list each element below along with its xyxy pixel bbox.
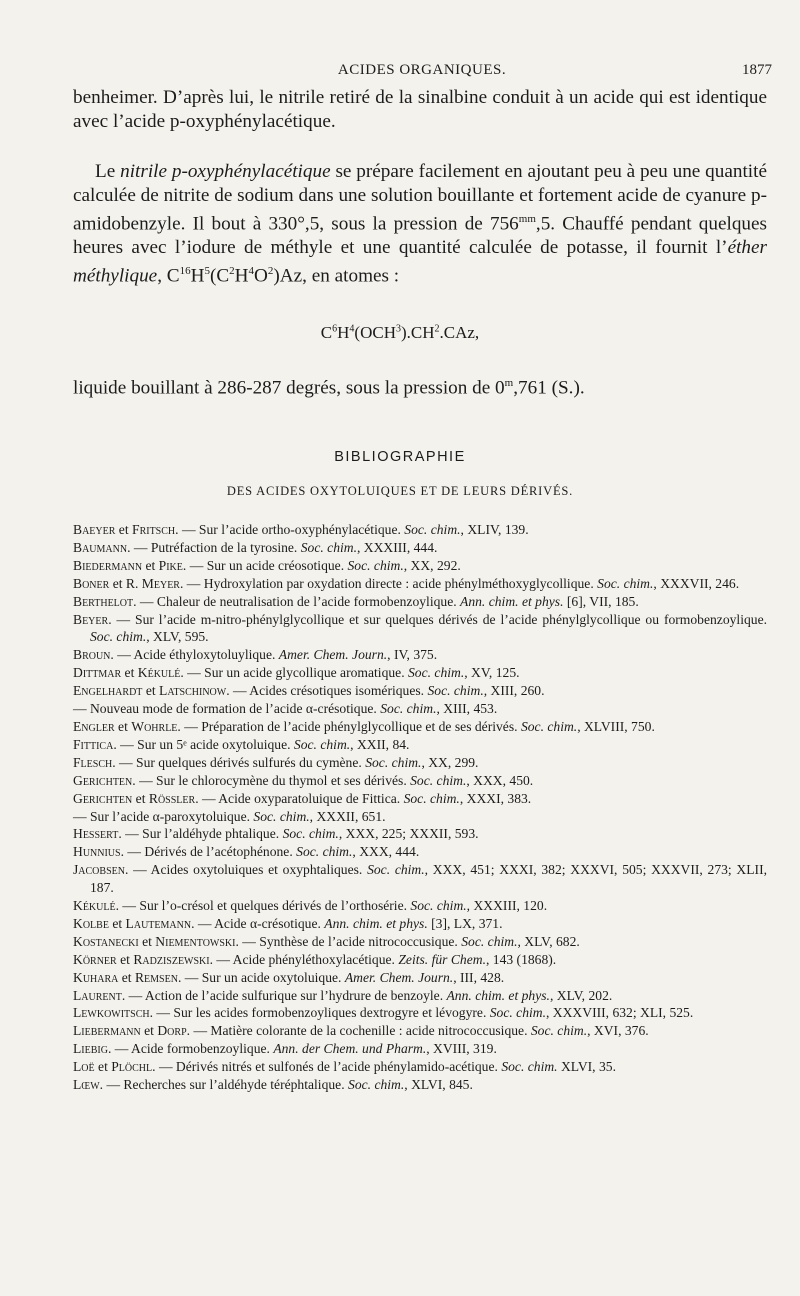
reference-volume: , XIII, 453. xyxy=(436,701,498,717)
reference-title: . — Sur quelques dérivés sulfurés du cymène. xyxy=(112,754,366,770)
reference-title: . — Sur un acide créosotique. xyxy=(182,557,348,573)
reference-journal: Soc. chim. xyxy=(380,701,437,717)
reference-title: — Sur l’acide α-paroxytoluique. xyxy=(73,808,254,824)
reference-author: Baumann xyxy=(73,539,128,555)
reference-journal: Amer. Chem. Journ. xyxy=(344,969,454,985)
reference-author: Hunnius xyxy=(73,844,121,860)
reference-entry xyxy=(73,933,767,951)
reference-journal: Soc. chim. xyxy=(282,826,339,842)
reference-volume: , XVI, 376. xyxy=(587,1023,649,1039)
reference-title: . — Sur l’acide m-nitro-phénylglycollique et sur quelques dérivés de l’acide phénylglycollique ou formobenzoylique. xyxy=(108,611,767,627)
reference-title: . — Dérivés nitrés et sulfonés de l’acide phénylamido-acétique. xyxy=(152,1059,502,1075)
reference-title: . — Acides oxytoluiques et oxyphtaliques. xyxy=(124,862,368,878)
reference-title: . — Recherches sur l’aldéhyde téréphtalique. xyxy=(99,1077,349,1093)
reference-connector: et xyxy=(115,522,133,537)
paragraph-liquid: liquide bouillant à 286-287 degrés, sous la pression de 0$^m$,761 (S.). xyxy=(73,377,585,399)
reference-author: Jacobsen xyxy=(73,862,125,878)
reference-journal: Soc. chim. xyxy=(347,557,404,573)
reference-journal: Soc. chim. xyxy=(403,790,460,806)
reference-volume: , XXX, 451; XXXI, 382; XXXVI, 505; XXXVII, 273; XLII, 187. xyxy=(90,862,768,896)
reference-journal: Soc. chim. xyxy=(348,1077,405,1093)
reference-volume: , XXX, 450. xyxy=(466,772,534,788)
bibliography-subtitle: DES ACIDES OXYTOLUIQUES ET DE LEURS DÉRIVÉS. xyxy=(226,484,574,498)
reference-connector: et xyxy=(116,951,134,967)
header-title: ACIDES ORGANIQUES. xyxy=(337,62,507,78)
reference-journal: Soc. chim. xyxy=(520,718,578,734)
reference-author: Gerichten xyxy=(73,790,133,806)
paragraph-nitrile: Le nitrile p-oxyphénylacétique se prépare facilement en ajoutant peu à peu une quantité calculée de nitrite de sodium dans une solution bouillante et fortement acide de cyanure p-amidobenzyle. Il bout à 330°,5, sous la pression de $756^{mm},5$. Chauffé pendant quelques heures avec l’iodure de méthyle et une quantité calculée de potasse, il fournit l’éther méthylique, $C^{16}H^5(C^2H^4O^2)Az$, en atomes : xyxy=(73,161,767,286)
reference-title: . — Sur les acides formobenzoyliques dextrogyre et lévogyre. xyxy=(149,1005,490,1021)
page-number: 1877 xyxy=(742,62,772,78)
reference-entry xyxy=(73,682,767,700)
reference-volume: XLVI, 35. xyxy=(557,1059,616,1075)
paragraph-continuation: benheimer. D’après lui, le nitrile retiré de la sinalbine conduit à un acide qui est identique avec l’acide p-oxyphénylacétique. xyxy=(73,87,767,132)
reference-title: . — Hydroxylation par oxydation directe : acide phénylméthoxyglycollique. xyxy=(179,575,598,591)
reference-volume: [3], LX, 371. xyxy=(427,915,503,931)
reference-entry xyxy=(73,790,767,808)
reference-entry xyxy=(73,736,767,754)
reference-author: Lewkowitsch xyxy=(73,1005,150,1021)
reference-title: . — Acide formobenzoylique. xyxy=(107,1041,274,1057)
reference-volume: , XLV, 682. xyxy=(517,933,580,949)
reference-title: . — Sur l’o-crésol et quelques dérivés de l’orthosérie. xyxy=(115,898,411,914)
reference-journal: Zeits. für Chem. xyxy=(398,951,486,967)
reference-volume: , XV, 125. xyxy=(464,665,520,681)
reference-journal: Soc. chim. xyxy=(461,933,518,949)
reference-entry xyxy=(73,1076,767,1094)
reference-author: Lautemann xyxy=(125,915,192,931)
reference-entry xyxy=(73,646,767,664)
reference-journal: Soc. chim. xyxy=(597,575,654,591)
term-ether: éther méthylique xyxy=(73,236,767,286)
reference-author: Dittmar xyxy=(73,665,122,681)
reference-author: Niementowski xyxy=(155,933,236,949)
reference-volume: , XLV, 595. xyxy=(146,629,209,645)
chemical-formula: $C^6H^4(OCH^3).CH^2.CAz$, xyxy=(320,323,480,342)
reference-author: Latschinow xyxy=(159,683,227,699)
reference-entry xyxy=(73,843,767,861)
reference-author: Flesch xyxy=(73,754,113,770)
reference-author: Laurent xyxy=(73,987,122,1003)
reference-journal: Soc. chim. xyxy=(296,844,353,860)
reference-entry xyxy=(73,951,767,969)
reference-title: . — Sur un acide oxytoluique. xyxy=(177,969,345,985)
reference-author: Plöchl xyxy=(111,1059,153,1075)
reference-connector: et xyxy=(142,683,160,699)
reference-list xyxy=(73,521,767,1094)
reference-author: Remsen xyxy=(134,969,178,985)
reference-entry xyxy=(73,1058,767,1076)
reference-title: . — Synthèse de l’acide nitrococcusique. xyxy=(235,933,462,949)
reference-volume: , XXX, 225; XXXII, 593. xyxy=(338,826,479,842)
reference-connector: et xyxy=(140,1023,158,1039)
reference-volume: , XLIV, 139. xyxy=(460,522,529,537)
reference-title: . — Acide éthyloxytoluylique. xyxy=(110,647,279,663)
reference-journal: Amer. Chem. Journ. xyxy=(278,647,388,663)
reference-author: Meyer xyxy=(141,575,180,591)
reference-journal: Soc. chim. xyxy=(90,629,147,645)
reference-title: . — Acide phényléthoxylacétique. xyxy=(209,951,399,967)
reference-author: Berthelot xyxy=(73,593,134,609)
reference-connector: et xyxy=(142,557,159,573)
reference-volume: , XXXII, 651. xyxy=(309,808,386,824)
reference-journal: Soc. chim. xyxy=(293,736,351,752)
reference-author: Kolbe xyxy=(73,915,109,931)
reference-volume: [6], VII, 185. xyxy=(563,593,639,609)
reference-author: Loë xyxy=(73,1059,95,1075)
reference-volume: , XXXVIII, 632; XLI, 525. xyxy=(546,1005,694,1021)
reference-entry xyxy=(73,1040,767,1058)
reference-volume: , XXXIII, 120. xyxy=(466,898,548,914)
reference-author: Pike xyxy=(158,557,183,573)
reference-title: . — Préparation de l’acide phénylglycollique et de ses dérivés. xyxy=(177,718,521,734)
reference-author: Dorp xyxy=(157,1023,187,1039)
reference-journal: Soc. chim. xyxy=(410,772,467,788)
term-nitrile: nitrile p-oxyphénylacétique xyxy=(120,161,331,182)
reference-entry xyxy=(73,825,767,843)
bibliography-title: BIBLIOGRAPHIE xyxy=(334,449,466,465)
reference-volume: , XX, 299. xyxy=(421,754,479,770)
reference-volume: , XXXI, 383. xyxy=(459,790,532,806)
reference-journal: Ann. der Chem. und Pharm. xyxy=(273,1041,427,1057)
reference-journal: Soc. chim. xyxy=(427,683,484,699)
reference-title: — Nouveau mode de formation de l’acide α-crésotique. xyxy=(73,701,381,717)
reference-entry xyxy=(73,808,767,826)
reference-entry xyxy=(73,1004,767,1022)
reference-volume: , XLVI, 845. xyxy=(404,1077,473,1093)
reference-volume: , XXX, 444. xyxy=(352,844,420,860)
reference-author: Engelhardt xyxy=(73,683,143,699)
reference-entry xyxy=(73,861,767,897)
reference-journal: Soc. chim. xyxy=(530,1023,588,1039)
reference-journal: Ann. chim. et phys. xyxy=(324,915,428,931)
reference-volume: , XIII, 260. xyxy=(483,683,545,699)
reference-connector: et xyxy=(114,718,132,734)
reference-author: Fittica xyxy=(73,736,114,752)
reference-journal: Soc. chim. xyxy=(501,1059,558,1075)
reference-connector: et xyxy=(108,915,126,931)
reference-author: Boner xyxy=(73,575,110,591)
reference-title: . — Sur l’acide ortho-oxyphénylacétique. xyxy=(175,522,405,537)
reference-journal: Soc. chim. xyxy=(367,862,425,878)
reference-volume: , IV, 375. xyxy=(387,647,438,663)
reference-journal: Soc. chim. xyxy=(410,898,467,914)
reference-connector: et xyxy=(132,790,149,806)
reference-author: Körner xyxy=(73,951,117,967)
reference-journal: Soc. chim. xyxy=(489,1005,546,1021)
reference-entry xyxy=(73,593,767,611)
reference-volume: , XX, 292. xyxy=(403,557,461,573)
reference-volume: , XXXIII, 444. xyxy=(356,539,438,555)
reference-title: . — Dérivés de l’acétophénone. xyxy=(120,844,297,860)
reference-author: Beyer xyxy=(73,611,109,627)
reference-entry xyxy=(73,969,767,987)
reference-entry xyxy=(73,539,767,557)
reference-title: . — Sur un 5ᵉ acide oxytoluique. xyxy=(113,736,294,752)
running-header xyxy=(72,62,772,82)
reference-journal: Soc. chim. xyxy=(408,665,465,681)
reference-title: . — Sur le chlorocymène du thymol et ses dérivés. xyxy=(132,772,411,788)
reference-entry xyxy=(73,575,767,593)
reference-entry xyxy=(73,700,767,718)
reference-entry xyxy=(73,611,767,647)
reference-volume: , III, 428. xyxy=(453,969,505,985)
reference-author: Kékulé xyxy=(137,665,181,681)
reference-entry xyxy=(73,521,767,539)
reference-author: Wohrle xyxy=(131,718,178,734)
reference-author: Kostanecki xyxy=(73,933,139,949)
reference-author: Hessert xyxy=(73,826,119,842)
reference-title: . — Action de l’acide sulfurique sur l’hydrure de benzoyle. xyxy=(121,987,447,1003)
reference-author: Fritsch xyxy=(132,522,176,537)
reference-volume: , XVIII, 319. xyxy=(426,1041,497,1057)
reference-volume: , XLV, 202. xyxy=(549,987,613,1003)
reference-entry xyxy=(73,718,767,736)
reference-title: . — Sur l’aldéhyde phtalique. xyxy=(118,826,283,842)
reference-author: Lœw xyxy=(73,1077,100,1093)
reference-title: . — Matière colorante de la cochenille : acide nitrococcusique. xyxy=(186,1023,531,1039)
reference-author: Liebig xyxy=(73,1041,108,1057)
reference-connector: et xyxy=(138,933,156,949)
reference-author: Biedermann xyxy=(73,557,143,573)
reference-author: Baeyer xyxy=(73,522,116,537)
reference-author: Engler xyxy=(73,718,115,734)
reference-entry xyxy=(73,897,767,915)
reference-connector: et xyxy=(118,969,135,985)
reference-title: . — Acide α-crésotique. xyxy=(191,915,325,931)
reference-volume: , 143 (1868). xyxy=(485,951,557,967)
reference-author: Kuhara xyxy=(73,969,119,985)
reference-journal: Soc. chim. xyxy=(404,522,461,537)
reference-connector: et xyxy=(121,665,138,681)
reference-entry xyxy=(73,772,767,790)
reference-title: . — Sur un acide glycollique aromatique. xyxy=(180,665,408,681)
reference-entry xyxy=(73,1022,767,1040)
reference-author: Radziszewski xyxy=(133,951,210,967)
reference-entry xyxy=(73,664,767,682)
reference-volume: , XXII, 84. xyxy=(350,736,410,752)
reference-author: Gerichten xyxy=(73,772,133,788)
reference-volume: , XLVIII, 750. xyxy=(577,718,655,734)
reference-connector: et R. xyxy=(109,575,142,591)
reference-author: Rössler xyxy=(148,790,196,806)
reference-author: Liebermann xyxy=(73,1023,141,1039)
reference-author: Broun xyxy=(73,647,111,663)
reference-entry xyxy=(73,987,767,1005)
reference-journal: Ann. chim. et phys. xyxy=(446,987,550,1003)
reference-title: . — Acides crésotiques isomériques. xyxy=(226,683,428,699)
reference-journal: Soc. chim. xyxy=(253,808,310,824)
reference-title: . — Chaleur de neutralisation de l’acide formobenzoylique. xyxy=(133,593,461,609)
reference-journal: Soc. chim. xyxy=(365,754,422,770)
reference-entry xyxy=(73,557,767,575)
reference-title: . — Putréfaction de la tyrosine. xyxy=(127,539,301,555)
reference-entry xyxy=(73,754,767,772)
reference-title: . — Acide oxyparatoluique de Fittica. xyxy=(195,790,404,806)
reference-volume: , XXXVII, 246. xyxy=(653,575,740,591)
reference-author: Kékulé xyxy=(73,898,116,914)
reference-journal: Ann. chim. et phys. xyxy=(460,593,564,609)
reference-journal: Soc. chim. xyxy=(300,539,357,555)
reference-connector: et xyxy=(94,1059,112,1075)
reference-entry xyxy=(73,915,767,933)
